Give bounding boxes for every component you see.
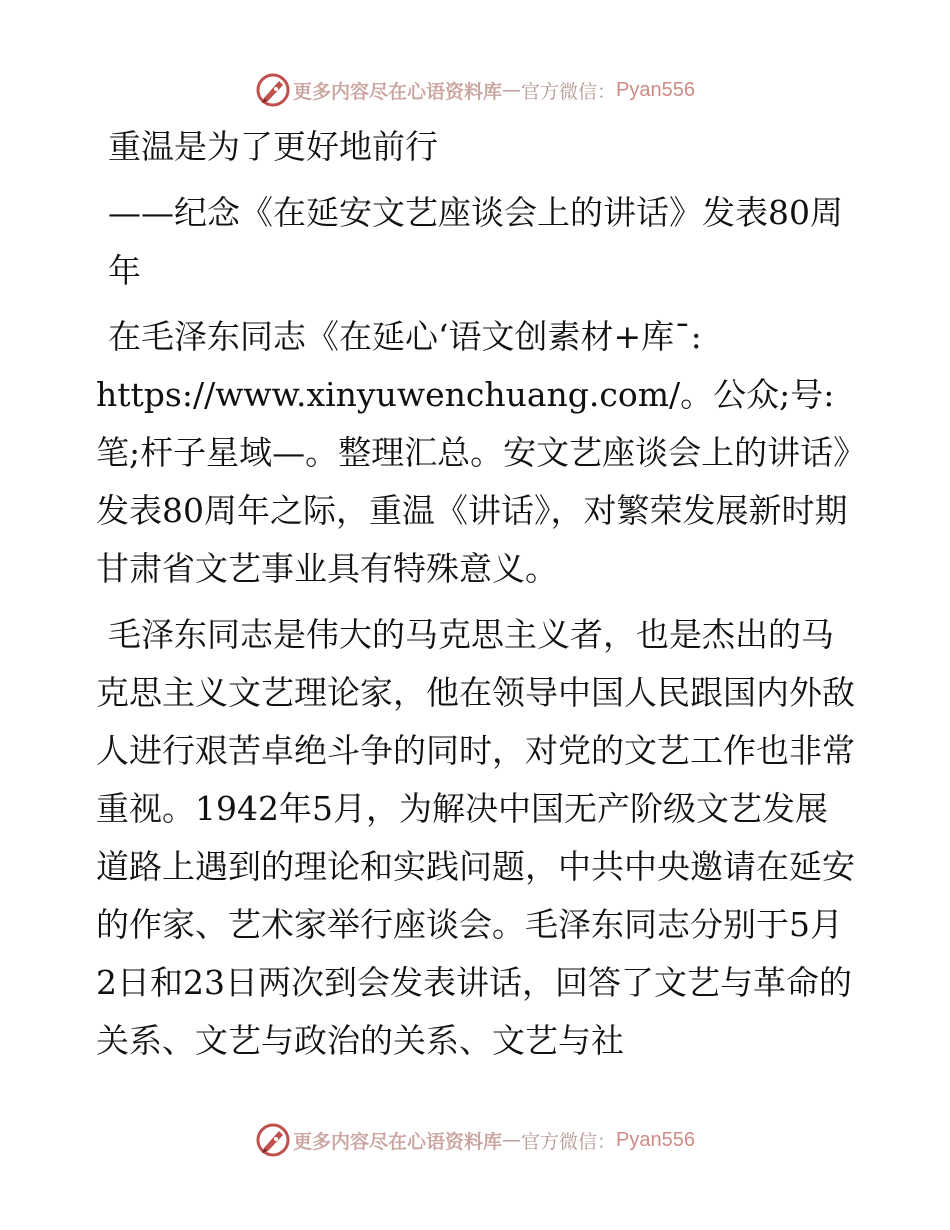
banner-text: 更多内容尽在心语资料库 [293,80,503,103]
banner-wechat-label: 官方微信： [521,80,617,103]
header-watermark-banner [0,70,950,110]
document-body [96,118,856,1078]
banner-wechat-id: Pyan556 [616,78,695,101]
paragraph-1: 在毛泽东同志《在延心‘语文创素材+库¯: https://www.xinyuwenchuang.com/。公众;号:笔;杆子星域—。整理汇总。安文艺座谈会上的讲话》发表80周年之际，重温《讲话》，对繁荣发展新时期甘肃省文艺事业具有特殊意义。 [96,317,850,588]
banner-separator: — [502,79,522,101]
paragraph-2: 毛泽东同志是伟大的马克思主义者，也是杰出的马克思主义文艺理论家，他在领导中国人民跟国内外敌人进行艰苦卓绝斗争的同时，对党的文艺工作也非常重视。1942年5月，为解决中国无产阶级文艺发展道路上遇到的理论和实践问题，中共中央邀请在延安的作家、艺术家举行座谈会。毛泽东同志分别于5月2日和23日两次到会发表讲话，回答了文艺与革命的关系、文艺与政治的关系、文艺与社 [96,615,855,1060]
document-title: 重温是为了更好地前行 [108,127,438,166]
document-subtitle: ——纪念《在延安文艺座谈会上的讲话》发表80周年 [108,193,843,290]
pen-logo-icon [255,1122,291,1158]
pen-logo-icon [255,72,291,108]
banner-wechat-label: 官方微信： [521,1130,617,1153]
banner-text: 更多内容尽在心语资料库 [293,1130,503,1153]
footer-watermark-banner [0,1120,950,1160]
banner-wechat-id: Pyan556 [616,1128,695,1151]
banner-separator: — [502,1129,522,1151]
